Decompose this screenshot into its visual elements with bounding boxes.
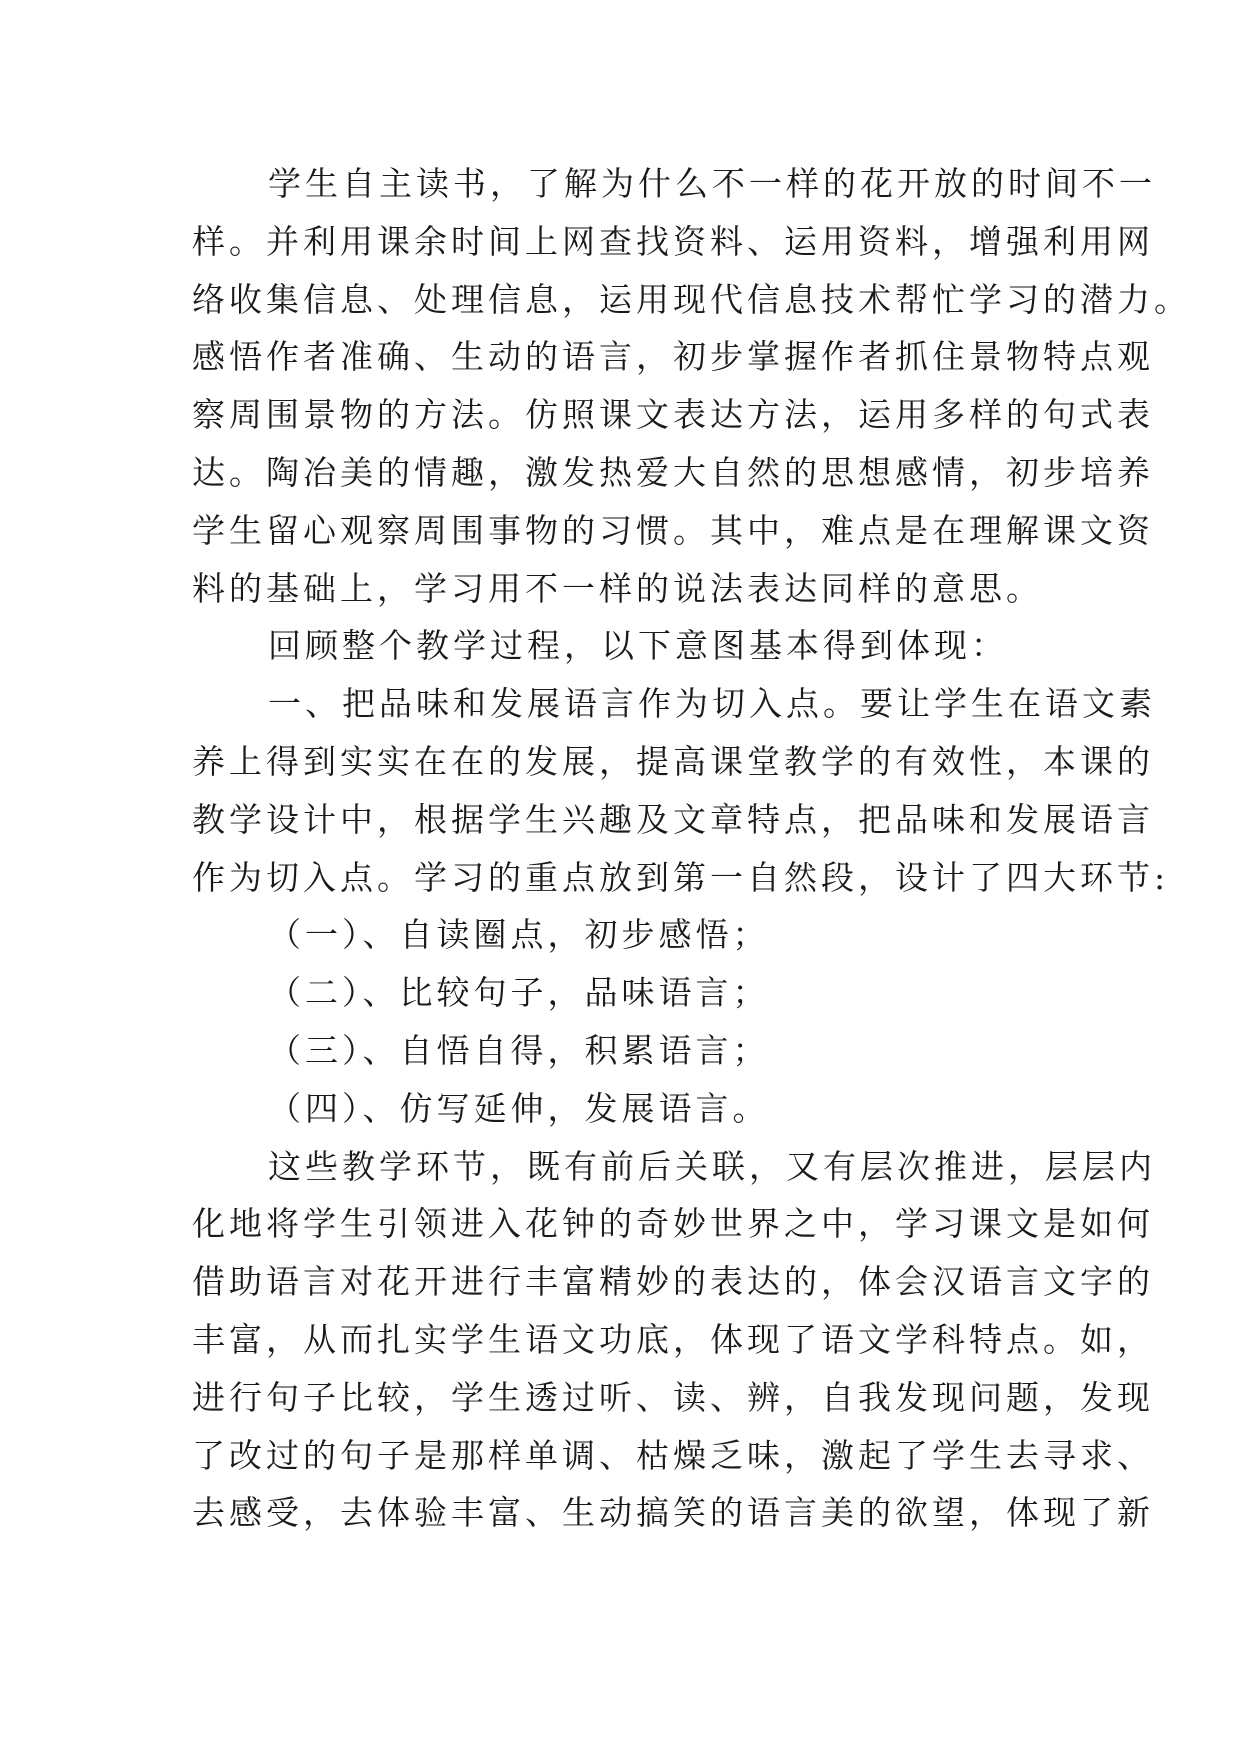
text-line: 养上得到实实在在的发展，提高课堂教学的有效性，本课的 [192, 741, 1154, 781]
text-line: 教学设计中，根据学生兴趣及文章特点，把品味和发展语言 [192, 799, 1154, 839]
text-line: 料的基础上，学习用不一样的说法表达同样的意思。 [192, 568, 1043, 608]
text-line: 学生留心观察周围事物的习惯。其中，难点是在理解课文资 [192, 510, 1154, 550]
text-line: （四）、仿写延伸，发展语言。 [268, 1088, 770, 1128]
text-line: 了改过的句子是那样单调、枯燥乏味，激起了学生去寻求、 [192, 1435, 1154, 1475]
text-line: 学生自主读书，了解为什么不一样的花开放的时间不一 [268, 164, 1156, 203]
text-line: 达。陶冶美的情趣，激发热爱大自然的思想感情，初步培养 [192, 452, 1154, 492]
text-line: 作为切入点。学习的重点放到第一自然段，设计了四大环节: [192, 857, 1170, 897]
text-line: 络收集信息、处理信息，运用现代信息技术帮忙学习的潜力。 [192, 279, 1191, 319]
text-line: （三）、自悟自得，积累语言； [268, 1030, 770, 1070]
text-line: 去感受，去体验丰富、生动搞笑的语言美的欲望，体现了新 [192, 1493, 1154, 1533]
text-line: （一）、自读圈点，初步感悟； [268, 915, 770, 955]
text-line: 察周围景物的方法。仿照课文表达方法，运用多样的句式表 [192, 395, 1154, 435]
text-line: 丰富，从而扎实学生语文功底，体现了语文学科特点。如， [192, 1319, 1154, 1359]
text-line: 进行句子比较，学生透过听、读、辨，自我发现问题，发现 [192, 1377, 1154, 1417]
text-line: 样。并利用课余时间上网查找资料、运用资料，增强利用网 [192, 221, 1154, 261]
text-line: （二）、比较句子，品味语言； [268, 973, 770, 1013]
text-line: 回顾整个教学过程，以下意图基本得到体现： [268, 626, 1008, 666]
text-line: 这些教学环节，既有前后关联，又有层次推进，层层内 [268, 1146, 1156, 1186]
text-line: 感悟作者准确、生动的语言，初步掌握作者抓住景物特点观 [192, 337, 1154, 377]
text-line: 化地将学生引领进入花钟的奇妙世界之中，学习课文是如何 [192, 1204, 1154, 1244]
text-line: 借助语言对花开进行丰富精妙的表达的，体会汉语言文字的 [192, 1262, 1154, 1302]
text-line: 一、把品味和发展语言作为切入点。要让学生在语文素 [268, 684, 1156, 724]
document-body [192, 155, 1191, 1542]
